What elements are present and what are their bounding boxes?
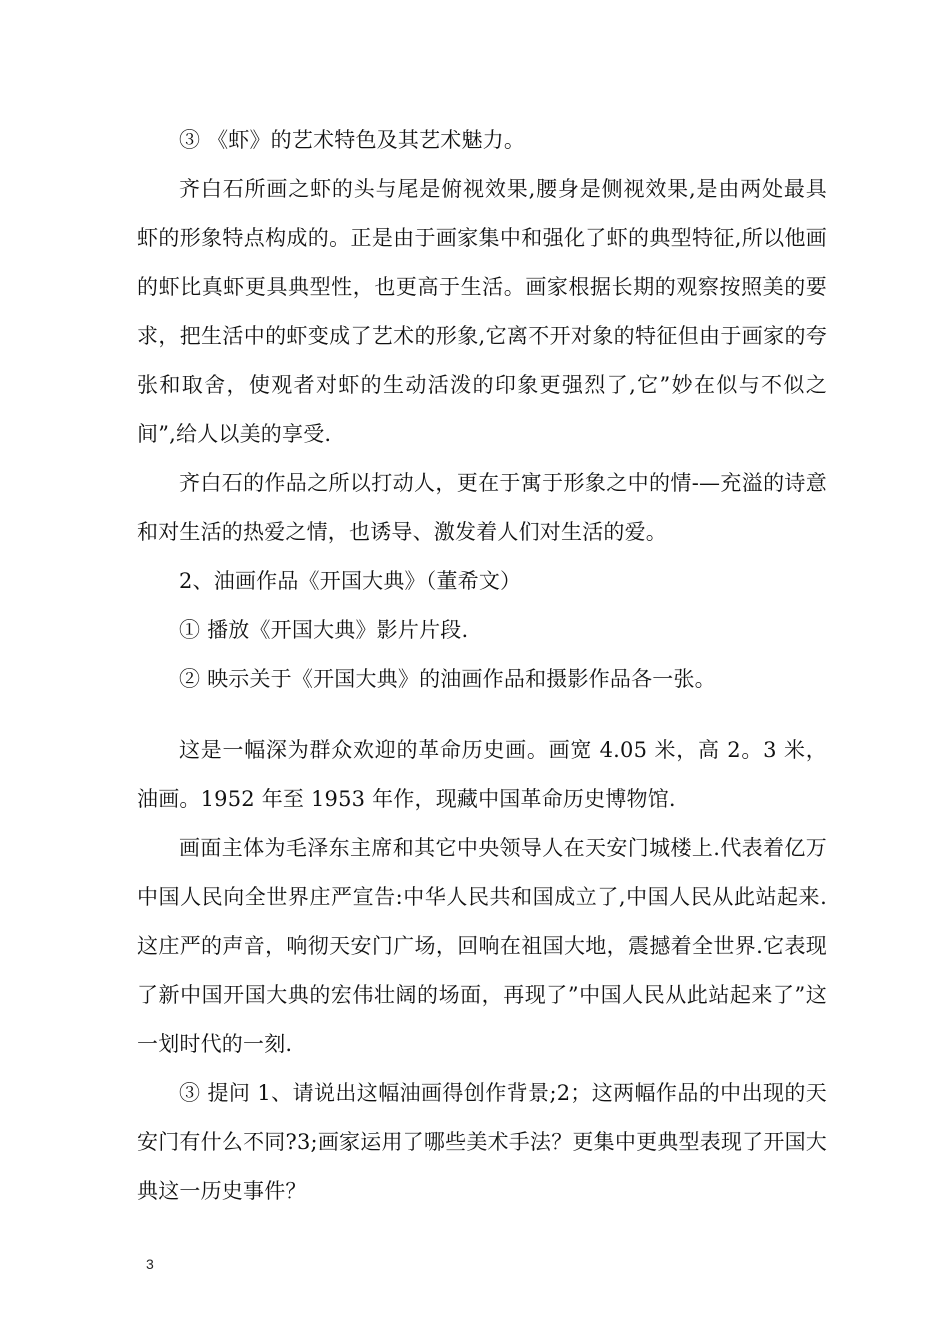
paragraph-shrimp-analysis: 齐白石所画之虾的头与尾是俯视效果,腰身是侧视效果,是由两处最具虾的形象特点构成的。正是由于画家集中和强化了虾的典型特征,所以他画的虾比真虾更具典型性，也更高于生活。画家根据长期的观察按照美的要求，把生活中的虾变成了艺术的形象,它离不开对象的特征但由于画家的夸张和取舍，使观者对虾的生动活泼的印象更强烈了,它”妙在似与不似之间”,给人以美的享受. [137, 177, 827, 446]
page-number: 3 [146, 1256, 154, 1272]
paragraph-questions: ③ 提问 1、请说出这幅油画得创作背景;2；这两幅作品的中出现的天安门有什么不同?3;画家运用了哪些美术手法？更集中更典型表现了开国大典这一历史事件？ [137, 1081, 827, 1203]
document-body [137, 116, 827, 1216]
paragraph-qi-baishi-emotion: 齐白石的作品之所以打动人，更在于寓于形象之中的情-—充溢的诗意和对生活的热爱之情，也诱导、激发着人们对生活的爱。 [137, 471, 827, 544]
paragraph-painting-info: 这是一幅深为群众欢迎的革命历史画。画宽 4.05 米，高 2。3 米，油画。1952 年至 1953 年作，现藏中国革命历史博物馆. [137, 738, 827, 811]
paragraph-shrimp-heading: ③ 《虾》的艺术特色及其艺术魅力。 [179, 128, 526, 152]
paragraph-play-film: ① 播放《开国大典》影片片段. [179, 618, 469, 642]
paragraph-show-works: ② 映示关于《开国大典》的油画作品和摄影作品各一张。 [179, 667, 716, 691]
paragraph-founding-ceremony-heading: 2、油画作品《开国大典》（董希文） [179, 569, 522, 593]
paragraph-painting-subject: 画面主体为毛泽东主席和其它中央领导人在天安门城楼上.代表着亿万中国人民向全世界庄严宣告:中华人民共和国成立了,中国人民从此站起来.这庄严的声音，响彻天安门广场，回响在祖国大地，震撼着全世界.它表现了新中国开国大典的宏伟壮阔的场面，再现了”中国人民从此站起来了”这一划时代的一刻. [137, 836, 827, 1056]
